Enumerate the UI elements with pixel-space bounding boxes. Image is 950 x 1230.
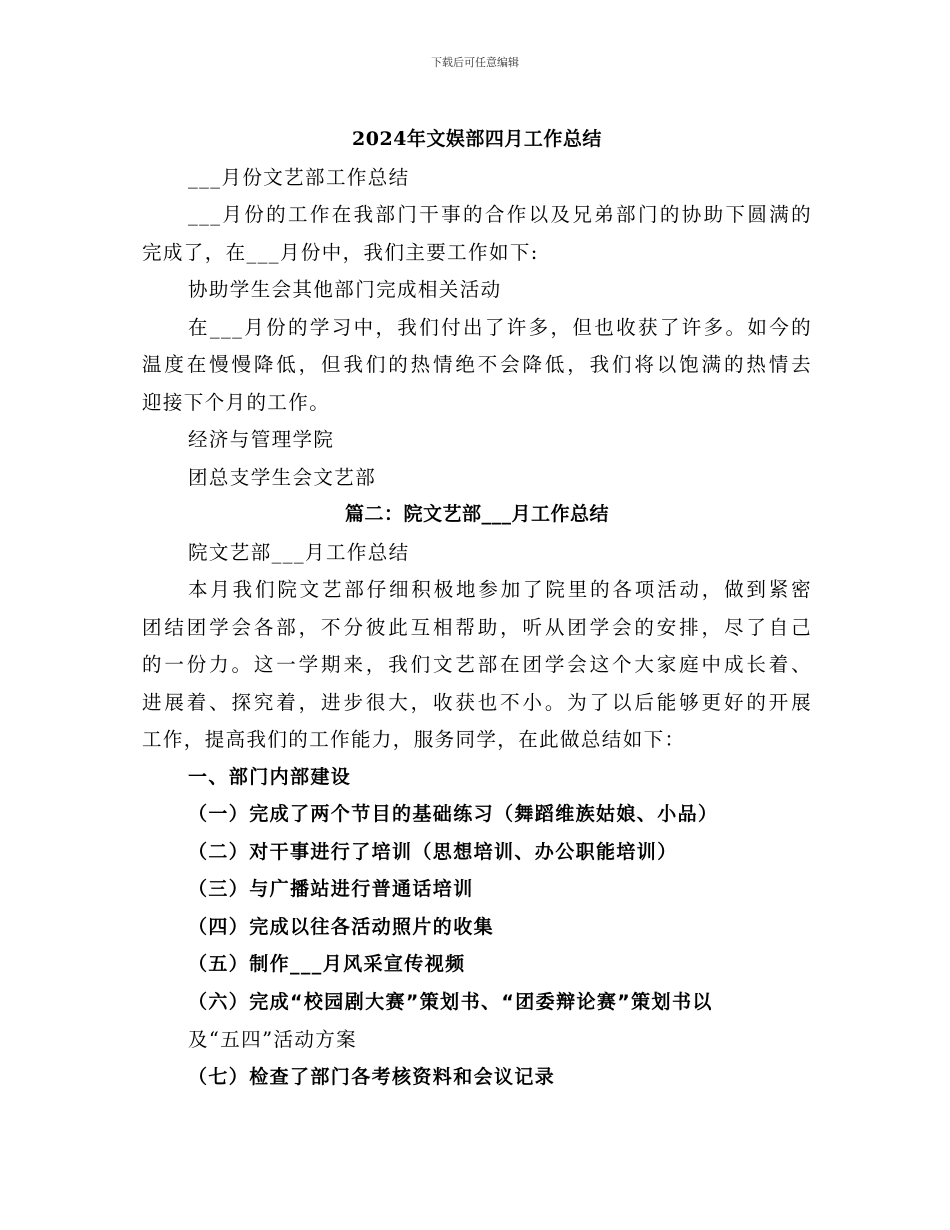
signature-line: 经济与管理学院	[188, 428, 335, 451]
list-item: （三）与广播站进行普通话培训	[188, 878, 474, 900]
paragraph-line: 迎接下个月的工作。	[142, 390, 331, 414]
list-item: （五）制作___月风采宣传视频	[188, 953, 466, 975]
paragraph-line: 的一份力。这一学期来，我们文艺部在团学会这个大家庭中成长着、	[142, 653, 812, 676]
list-item: （二）对干事进行了培训（思想培训、办公职能培训）	[188, 840, 678, 863]
subsection-heading: 一、部门内部建设	[188, 765, 352, 788]
paragraph-heading: 院文艺部___月工作总结	[188, 540, 410, 564]
list-item: （一）完成了两个节目的基础练习（舞蹈维族姑娘、小品）	[188, 803, 719, 825]
list-item-continuation: 及“五四”活动方案	[188, 1028, 358, 1051]
signature-line: 团总支学生会文艺部	[188, 465, 377, 489]
document-title: 2024年文娱部四月工作总结	[352, 128, 602, 150]
paragraph-line: 协助学生会其他部门完成相关活动	[188, 278, 502, 301]
paragraph-line: 温度在慢慢降低，但我们的热情绝不会降低，我们将以饱满的热情去	[142, 353, 812, 376]
paragraph-line: 本月我们院文艺部仔细积极地参加了院里的各项活动，做到紧密	[188, 578, 812, 601]
paragraph-line: ___月份的工作在我部门干事的合作以及兄弟部门的协助下圆满的	[188, 203, 812, 226]
list-item: （六）完成“校园剧大赛”策划书、“团委辩论赛”策划书以	[188, 990, 713, 1013]
paragraph-line: 进展着、探究着，进步很大，收获也不小。为了以后能够更好的开展	[142, 690, 812, 714]
page-header-note: 下载后可任意编辑	[431, 56, 519, 69]
list-item: （七）检查了部门各考核资料和会议记录	[188, 1065, 556, 1088]
list-item: （四）完成以往各活动照片的收集	[188, 915, 495, 938]
paragraph-heading: ___月份文艺部工作总结	[188, 165, 410, 189]
document-body	[142, 121, 812, 1096]
paragraph-line: 完成了，在___月份中，我们主要工作如下:	[142, 240, 539, 264]
paragraph-line: 团结团学会各部，不分彼此互相帮助，听从团学会的安排，尽了自己	[142, 615, 812, 639]
paragraph-line: 工作，提高我们的工作能力，服务同学，在此做总结如下：	[142, 728, 686, 751]
section-title: 篇二：院文艺部___月工作总结	[344, 503, 609, 525]
paragraph-line: 在___月份的学习中，我们付出了许多，但也收获了许多。如今的	[188, 315, 812, 339]
